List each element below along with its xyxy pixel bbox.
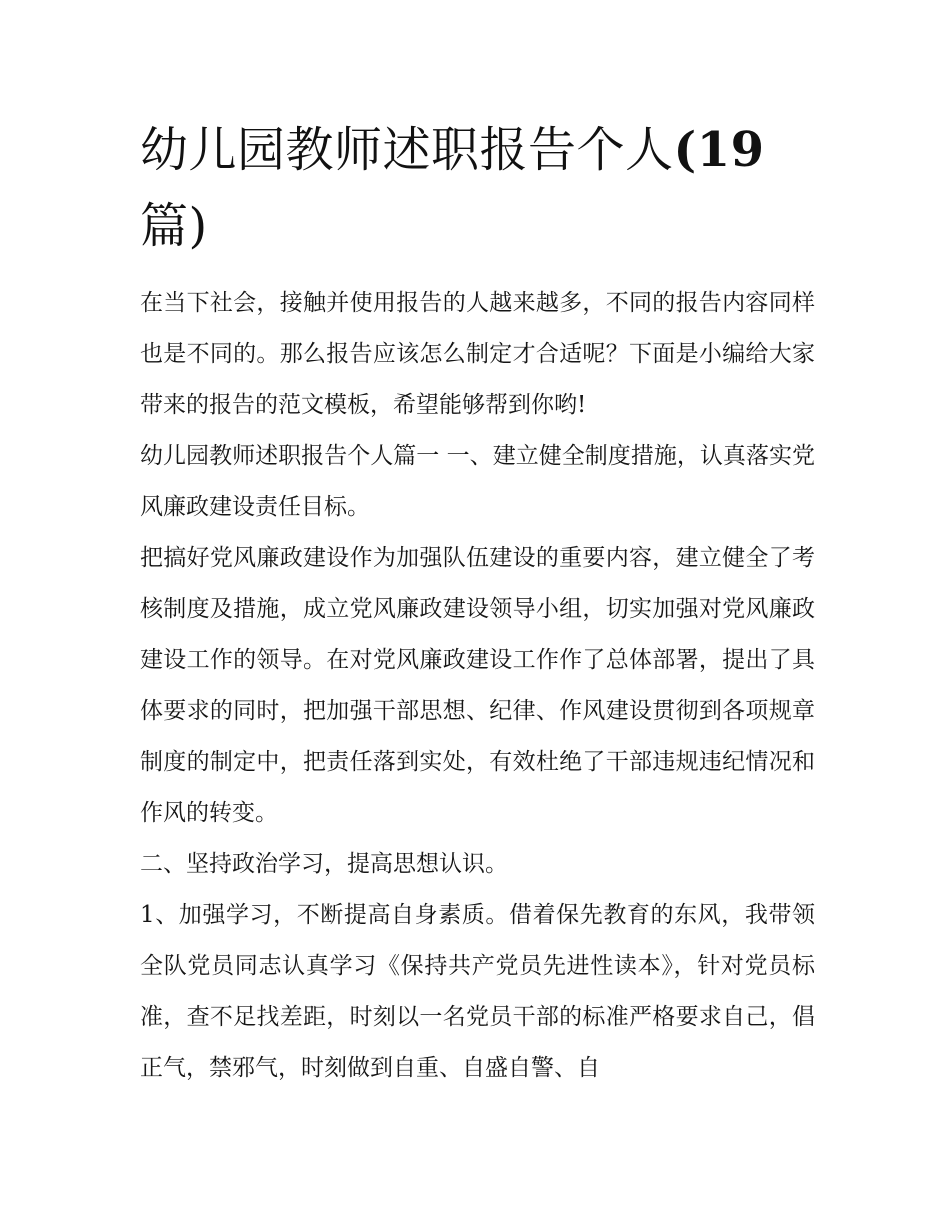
document-title (140, 112, 815, 264)
title-text: 幼儿园教师述职报告个人 (140, 122, 674, 178)
section-heading-2: 二、坚持政治学习，提高思想认识。 (140, 851, 508, 877)
body-paragraph: 把搞好党风廉政建设作为加强队伍建设的重要内容，建立健全了考核制度及措施，成立党风廉政建设领导小组，切实加强对党风廉政建设工作的领导。在对党风廉政建设工作作了总体部署，提出了具体要求的同时，把加强干部思想、纪律、作风建设贯彻到各项规章制度的制定中，把责任落到实处，有效杜绝了干部违规违纪情况和作风的转变。 (140, 545, 815, 826)
title-count-open: (19 (673, 122, 765, 178)
document-page (140, 112, 815, 1094)
document-body (140, 278, 815, 1094)
intro-paragraph: 在当下社会，接触并使用报告的人越来越多，不同的报告内容同样也是不同的。那么报告应该怎么制定才合适呢？下面是小编给大家带来的报告的范文模板，希望能够帮到你哟! (140, 290, 815, 418)
section-heading-1: 幼儿园教师述职报告个人篇一 一、建立健全制度措施，认真落实党风廉政建设责任目标。 (140, 443, 815, 520)
body-paragraph: 1、加强学习，不断提高自身素质。借着保先教育的东风，我带领全队党员同志认真学习《保持共产党员先进性读本》，针对党员标准，查不足找差距，时刻以一名党员干部的标准严格要求自己，倡正气，禁邪气，时刻做到自重、自盛自警、自 (140, 902, 815, 1081)
title-count-close: 篇) (140, 198, 208, 254)
